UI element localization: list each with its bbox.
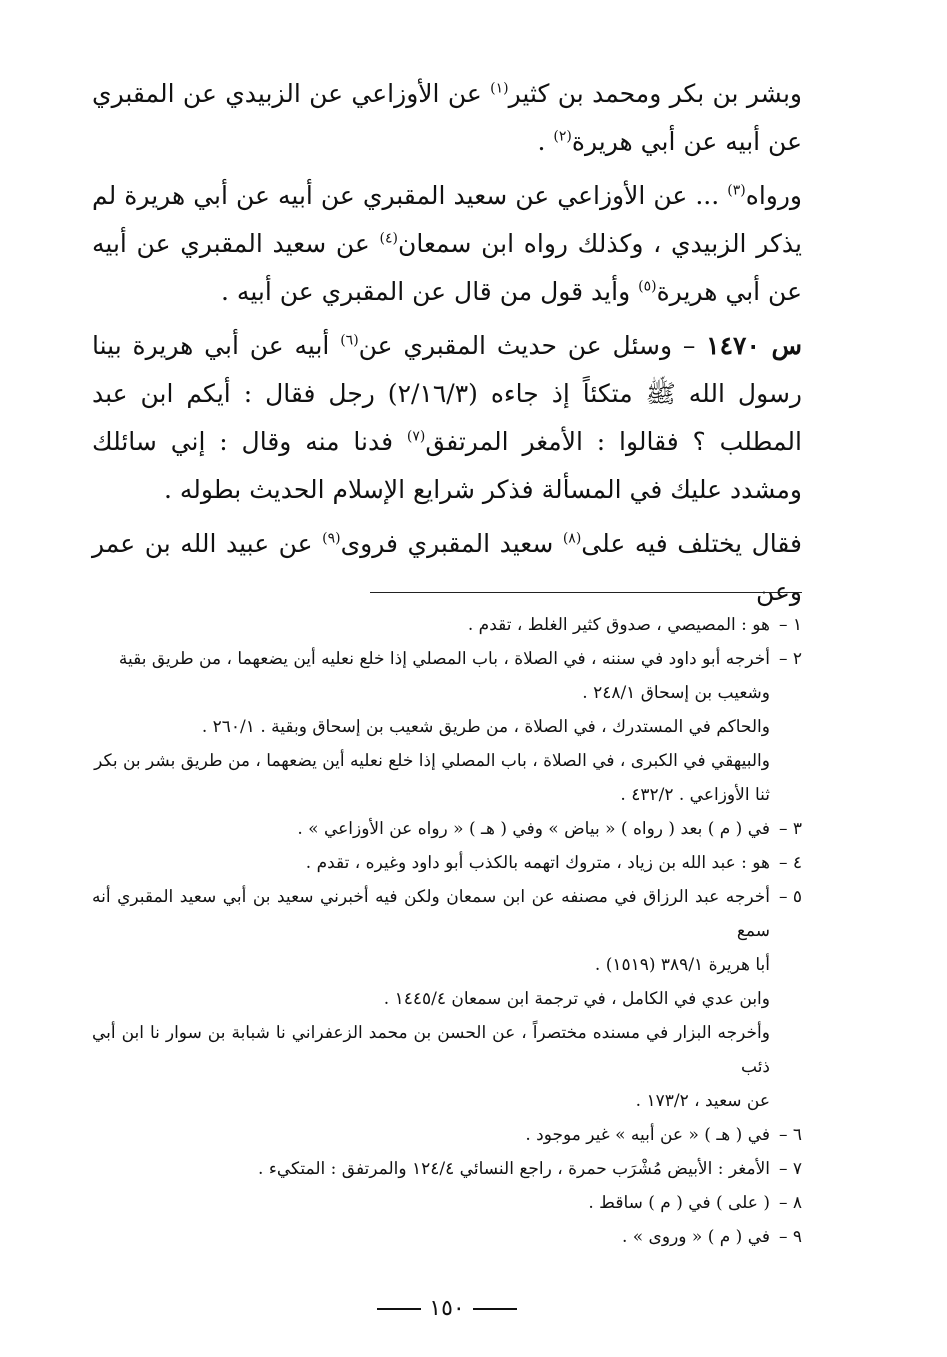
footnote-number: ٢ – bbox=[778, 649, 802, 669]
footnote-text bbox=[92, 880, 770, 982]
footnote-line: أخرجه أبو داود في سننه ، في الصلاة ، باب المصلي إذا خلع نعليه أين يضعهما ، من طريق بقية bbox=[118, 649, 770, 669]
paragraph-1 bbox=[92, 70, 802, 166]
footnote-ref-6[interactable]: (٦) bbox=[340, 332, 359, 349]
footnote-text bbox=[92, 642, 770, 710]
footnote bbox=[92, 880, 802, 982]
footnote-number: ٩ – bbox=[778, 1227, 802, 1247]
footnote-number: ٤ – bbox=[778, 853, 802, 873]
footnote-number: ٥ – bbox=[778, 887, 802, 907]
footnote bbox=[92, 1118, 802, 1152]
footnote-text bbox=[92, 1016, 802, 1118]
footnote bbox=[92, 642, 802, 710]
footnote-text bbox=[92, 744, 802, 812]
footnote bbox=[92, 1220, 802, 1254]
footnote bbox=[92, 846, 802, 880]
footnote-number: ٨ – bbox=[778, 1193, 802, 1213]
footnote-text bbox=[92, 846, 770, 880]
footnote-divider bbox=[370, 592, 802, 593]
footnote-number: ٦ – bbox=[778, 1125, 802, 1145]
footnote-text bbox=[92, 1118, 770, 1152]
text-run: أبيه عن أبي هريرة بينا رسول الله ﷺ متكئاً إذ جاءه (٢/١٦/٣) رجل فقال : أيكم ابن عبد المطلب ؟ فقالوا : الأمغر المرتفق bbox=[92, 331, 802, 456]
footnote-text bbox=[92, 812, 770, 846]
footnote bbox=[92, 608, 802, 642]
footnote-ref-9[interactable]: (٩) bbox=[322, 530, 341, 547]
text-run: فقال يختلف فيه على bbox=[581, 529, 802, 558]
text-run: ... عن الأوزاعي عن سعيد المقبري عن أبيه عن أبي هريرة لم يذكر الزبيدي ، وكذلك رواه ابن سمعان bbox=[92, 181, 802, 258]
paragraph-4 bbox=[92, 520, 802, 616]
footnote-line: أبا هريرة ٣٨٩/١ (١٥١٩) . bbox=[594, 955, 770, 975]
footnote-text bbox=[92, 1152, 770, 1186]
footnote-line: في ( هـ ) « عن أبيه » غير موجود . bbox=[525, 1125, 770, 1145]
text-run: سعيد المقبري فروى bbox=[340, 529, 563, 558]
page bbox=[92, 70, 802, 1321]
footnote-line: هو : عبد الله بن زياد ، متروك اتهمه بالكذب أبو داود وغيره ، تقدم . bbox=[305, 853, 770, 873]
footnote-ref-8[interactable]: (٨) bbox=[562, 530, 582, 547]
text-run: عن سعيد المقبري عن أبيه عن أبي هريرة bbox=[92, 229, 802, 306]
footnote-line: الأمغر : الأبيض مُشْرَب حمرة ، راجع النسائي ١٢٤/٤ والمرتفق : المتكيء . bbox=[258, 1159, 770, 1179]
question-number: س ١٤٧٠ bbox=[706, 331, 802, 360]
page-number-dash bbox=[377, 1308, 421, 1310]
footnote-line: وأخرجه البزار في مسنده مختصراً ، عن الحسن بن محمد الزعفراني نا شبابة بن سوار نا ابن أبي ذئب bbox=[92, 1023, 770, 1077]
footnote-line: في ( م ) بعد ( رواه ) « بياض » وفي ( هـ ) « رواه عن الأوزاعي » . bbox=[297, 819, 770, 839]
page-number-dash bbox=[473, 1308, 517, 1310]
footnote bbox=[92, 982, 802, 1016]
footnote-ref-1[interactable]: (١) bbox=[490, 80, 509, 97]
footnote-line: وابن عدي في الكامل ، في ترجمة ابن سمعان ١٤٤٥/٤ . bbox=[383, 989, 770, 1009]
text-run: فدنا منه وقال : إني سائلك ومشدد عليك في المسألة فذكر شرايع الإسلام الحديث بطوله . bbox=[92, 427, 802, 504]
footnote bbox=[92, 1186, 802, 1220]
text-run: عن الأوزاعي عن الزبيدي عن المقبري عن أبيه عن أبي هريرة bbox=[92, 79, 802, 156]
text-run: وبشر بن بكر ومحمد بن كثير bbox=[508, 79, 802, 108]
footnote-text bbox=[92, 710, 802, 744]
footnote-line: وشعيب بن إسحاق ٢٤٨/١ . bbox=[582, 683, 770, 703]
paragraph-3 bbox=[92, 322, 802, 514]
footnote bbox=[92, 1152, 802, 1186]
footnote bbox=[92, 1016, 802, 1118]
text-run: عن عبيد الله بن عمر وعن bbox=[92, 529, 802, 606]
footnote-ref-2[interactable]: (٢) bbox=[553, 128, 572, 145]
footnote-line: ثنا الأوزاعي . ٤٣٢/٢ . bbox=[620, 785, 770, 805]
footnote bbox=[92, 710, 802, 744]
footnote-ref-3[interactable]: (٣) bbox=[727, 182, 746, 199]
footnote-line: في ( م ) « وروى » . bbox=[621, 1227, 770, 1247]
footnotes bbox=[92, 608, 802, 1254]
footnote-line: أخرجه عبد الرزاق في مصنفه عن ابن سمعان ولكن فيه أخبرني سعيد بن أبي سعيد المقبري أنه سمع bbox=[92, 887, 770, 941]
footnote-line: عن سعيد ، ١٧٣/٢ . bbox=[635, 1091, 770, 1111]
footnote-text bbox=[92, 1220, 770, 1254]
main-text bbox=[92, 70, 802, 616]
text-run: ورواه bbox=[745, 181, 802, 210]
paragraph-2 bbox=[92, 172, 802, 316]
footnote-number: ٣ – bbox=[778, 819, 802, 839]
footnote-text bbox=[92, 1186, 770, 1220]
footnote-text bbox=[92, 608, 770, 642]
footnote-line: ( على ) في ( م ) ساقط . bbox=[588, 1193, 770, 1213]
footnote-line: هو : المصيصي ، صدوق كثير الغلط ، تقدم . bbox=[467, 615, 770, 635]
text-run: وأيد قول من قال عن المقبري عن أبيه . bbox=[221, 277, 639, 306]
footnote bbox=[92, 744, 802, 812]
footnote bbox=[92, 812, 802, 846]
text-run: . bbox=[537, 127, 554, 156]
footnote-ref-5[interactable]: (٥) bbox=[638, 278, 657, 295]
footnote-ref-7[interactable]: (٧) bbox=[406, 428, 426, 445]
footnote-number: ١ – bbox=[778, 615, 802, 635]
footnote-number: ٧ – bbox=[778, 1159, 802, 1179]
page-number-text: ١٥٠ bbox=[429, 1296, 465, 1321]
text-run: – وسئل عن حديث المقبري عن bbox=[358, 331, 707, 360]
footnote-line: والحاكم في المستدرك ، في الصلاة ، من طريق شعيب بن إسحاق وبقية . ٢٦٠/١ . bbox=[201, 717, 770, 737]
footnote-line: والبيهقي في الكبرى ، في الصلاة ، باب المصلي إذا خلع نعليه أين يضعهما ، من طريق بشر بن بكر bbox=[94, 751, 770, 771]
footnote-text bbox=[92, 982, 802, 1016]
footnote-ref-4[interactable]: (٤) bbox=[379, 230, 398, 247]
page-number bbox=[92, 1296, 802, 1321]
